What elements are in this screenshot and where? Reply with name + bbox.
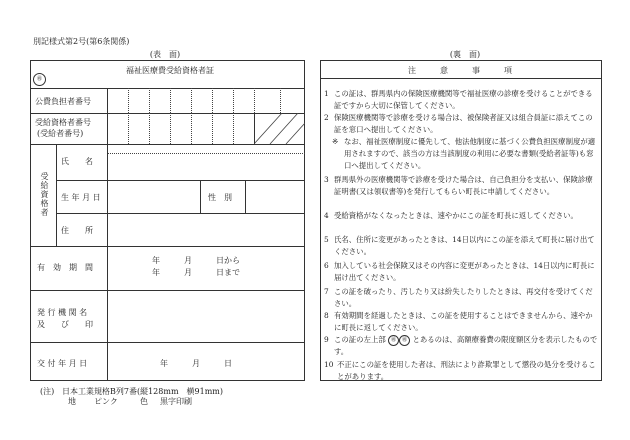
ground-label: 地: [68, 397, 76, 406]
recipient-number-label: 受給資格者番号: [35, 118, 91, 127]
issuer-label: 発 行 機 関 名: [37, 308, 88, 317]
back-title: 注 意 事 項: [408, 66, 512, 75]
note-item: 6 加入している社会保険又はその内容に変更があったときは、14日以内に町長に届け出てください。: [324, 261, 595, 282]
sex-label: 性 別: [208, 193, 232, 202]
back-title-divider: [320, 78, 602, 79]
note-item: 10 不正にこの証を使用した者は、刑法により詐欺罪として懲役の処分を受けることがあります。: [324, 360, 596, 381]
label-divider: [107, 88, 108, 144]
seal-icon: ㊗: [388, 335, 399, 346]
issue-date-label: 交 付 年 月 日: [37, 359, 88, 368]
front-heading: (表 面): [149, 50, 181, 59]
front-title: 福祉医療費受給資格者証: [126, 66, 214, 75]
row-divider: [30, 88, 305, 89]
birthdate-label: 生 年 月 日: [61, 193, 101, 202]
address-label: 住 所: [61, 226, 93, 235]
ground-value: ピンク: [94, 397, 118, 406]
recipient-number-sublabel: (受給者番号): [37, 129, 84, 138]
validity-from: 年 月 日から: [152, 256, 240, 265]
form-title: 別記様式第2号(第6条関係): [33, 37, 130, 46]
row-divider: [56, 213, 305, 214]
note-item: 7 この証を破ったり、汚したり又は紛失したりしたときは、再交付を受けてください。: [324, 287, 593, 308]
note-item: 3 群馬県外の医療機関等で診療を受けた場合は、自己負担分を支払い、保険診療証明書(又は領収書等)を発行してもらい町長に申請してください。: [324, 175, 593, 196]
label-divider: [107, 246, 108, 381]
note-item: 9 この証の左上部 ㊗ ㊗ とあるのは、高額療養費の限度額区分を表示したものです。: [324, 335, 598, 356]
note-item: 2 保険医療機関等で診療を受ける場合は、被保険者証又は組合員証に添えてこの証を窓口へ提出してください。: [324, 113, 593, 134]
color-value: 黒字印刷: [160, 397, 192, 406]
row-divider: [30, 144, 305, 145]
validity-label: 有 効 期 間: [37, 263, 93, 272]
color-label: 色: [140, 397, 148, 406]
row-divider: [56, 180, 305, 181]
payer-number-label: 公費負担者番号: [35, 97, 91, 106]
row-divider: [30, 342, 305, 343]
issuer-label-2: 及 び 印: [37, 320, 93, 329]
validity-to: 年 月 日まで: [152, 268, 240, 277]
issue-date-value: 年 月 日: [160, 359, 232, 368]
label-divider: [107, 144, 108, 246]
note-item: 8 有効期間を経過したときは、この証を使用することはできませんから、速やかに町長に返してください。: [324, 311, 593, 332]
seal-icon: ㊗: [399, 335, 410, 346]
front-card-border: [30, 60, 305, 381]
note-item: 5 氏名、住所に変更があったときは、14日以内にこの証を添えて町長に届け出てください。: [324, 235, 595, 256]
hatched-cell: [254, 113, 305, 144]
name-dotted-line: [108, 153, 305, 154]
row-divider: [30, 290, 305, 291]
note-item: 1 この証は、群馬県内の保険医療機関等で福祉医療の診療を受けることができる証ですから大切に保管してください。: [324, 89, 593, 110]
note-item: 4 受給資格がなくなったときは、速やかにこの証を町長に返してください。: [324, 211, 578, 220]
sex-divider: [245, 180, 246, 213]
row-divider: [30, 246, 305, 247]
footnote-spec: 日本工業規格B列7番(縦128mm 横91mm): [62, 387, 224, 396]
group-divider: [56, 144, 57, 246]
recipient-group-label: 受給資格者: [40, 172, 49, 217]
note-item: ※ なお、福祉医療制度に優先して、他法他制度に基づく公費負担医療制度が適用されますので、該当の方は当該制度の利用に必要な書類(受給者証等)も窓口へ提出してください。: [332, 137, 596, 170]
back-heading: (裏 面): [449, 50, 481, 59]
seal-icon: ㊗: [33, 73, 46, 86]
footnote-label: (注): [40, 387, 55, 396]
sex-divider: [200, 180, 201, 213]
name-label: 氏 名: [61, 157, 93, 166]
